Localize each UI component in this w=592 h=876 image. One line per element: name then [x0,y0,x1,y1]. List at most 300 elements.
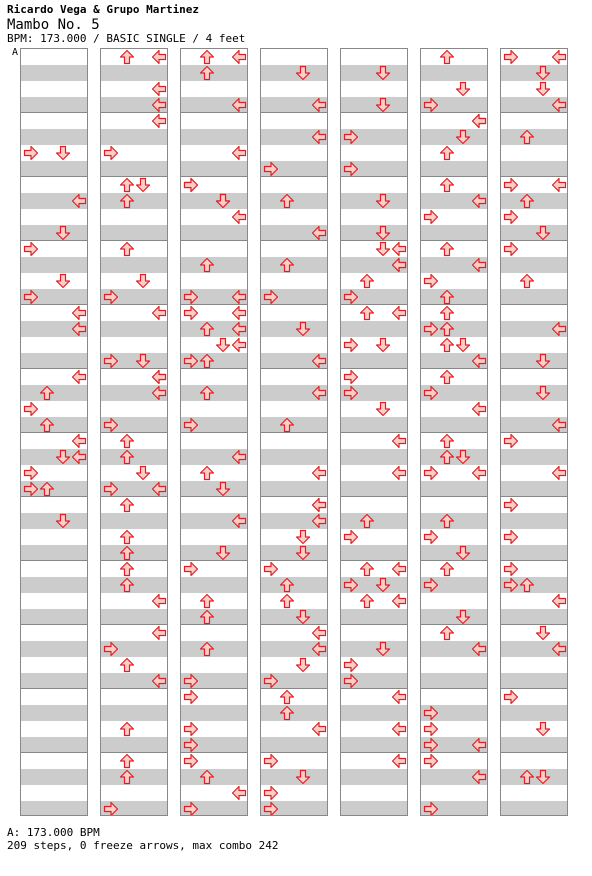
arrow-down-icon [119,545,135,561]
chart-column [420,48,488,816]
arrow-left-icon [103,641,119,657]
beat-band [421,417,487,433]
arrow-right-icon [231,97,247,113]
beat-band [261,609,327,625]
arrow-right-icon [311,129,327,145]
beat-band [21,129,87,145]
beat-band [421,161,487,177]
beat-band [421,129,487,145]
song-title: Mambo No. 5 [7,17,100,33]
arrow-left-icon [263,161,279,177]
arrow-up-icon [455,449,471,465]
arrow-right-icon [311,97,327,113]
beat-band [341,97,407,113]
beat-band [421,225,487,241]
beat-band [341,641,407,657]
arrow-right-icon [151,49,167,65]
arrow-down-icon [119,177,135,193]
arrow-right-icon [151,385,167,401]
arrow-left-icon [183,737,199,753]
arrow-left-icon [343,161,359,177]
arrow-up-icon [295,769,311,785]
beat-band [181,193,247,209]
beat-band [341,193,407,209]
arrow-down-icon [279,577,295,593]
arrow-left-icon [23,145,39,161]
arrow-down-icon [439,305,455,321]
arrow-down-icon [439,561,455,577]
arrow-left-icon [23,241,39,257]
arrow-left-icon [503,177,519,193]
arrow-up-icon [535,721,551,737]
arrow-up-icon [135,273,151,289]
arrow-up-icon [215,545,231,561]
measure-line [501,368,567,369]
arrow-up-icon [135,177,151,193]
arrow-up-icon [375,401,391,417]
arrow-up-icon [55,513,71,529]
arrow-up-icon [455,337,471,353]
arrow-down-icon [279,689,295,705]
arrow-left-icon [23,289,39,305]
arrow-left-icon [23,401,39,417]
arrow-left-icon [343,385,359,401]
arrow-down-icon [439,241,455,257]
arrow-down-icon [359,593,375,609]
measure-line [21,560,87,561]
arrow-left-icon [183,721,199,737]
arrow-up-icon [295,545,311,561]
arrow-down-icon [519,577,535,593]
arrow-left-icon [183,305,199,321]
beat-band [261,769,327,785]
beat-band [21,609,87,625]
beat-band [101,225,167,241]
arrow-up-icon [295,321,311,337]
arrow-right-icon [551,417,567,433]
arrow-right-icon [471,737,487,753]
beat-band [181,577,247,593]
chart-column [260,48,328,816]
arrow-up-icon [375,65,391,81]
arrow-right-icon [71,369,87,385]
arrow-up-icon [55,449,71,465]
arrow-down-icon [199,769,215,785]
beat-band [421,545,487,561]
chart-footer [7,826,279,852]
arrow-right-icon [231,785,247,801]
beat-band [341,481,407,497]
beat-band [101,609,167,625]
arrow-left-icon [343,337,359,353]
beat-band [21,353,87,369]
arrow-right-icon [391,305,407,321]
arrow-down-icon [439,433,455,449]
arrow-right-icon [231,337,247,353]
arrow-right-icon [551,177,567,193]
step-stats: 209 steps, 0 freeze arrows, max combo 242 [7,839,279,852]
arrow-right-icon [231,145,247,161]
arrow-right-icon [391,465,407,481]
arrow-right-icon [231,209,247,225]
measure-line [341,112,407,113]
beat-band [341,737,407,753]
arrow-right-icon [391,721,407,737]
beat-band [21,161,87,177]
arrow-up-icon [135,465,151,481]
chart-column [500,48,568,816]
chart-column [20,48,88,816]
beat-band [341,801,407,816]
beat-band [21,641,87,657]
beat-band [261,321,327,337]
arrow-right-icon [471,257,487,273]
arrow-up-icon [215,337,231,353]
arrow-right-icon [471,353,487,369]
beat-band [501,513,567,529]
beat-band [501,737,567,753]
arrow-left-icon [103,481,119,497]
arrow-down-icon [119,657,135,673]
arrow-right-icon [471,465,487,481]
arrow-left-icon [503,241,519,257]
arrow-down-icon [199,65,215,81]
arrow-left-icon [423,209,439,225]
beat-band [501,289,567,305]
arrow-down-icon [439,289,455,305]
arrow-left-icon [423,737,439,753]
beat-band [101,705,167,721]
arrow-down-icon [119,529,135,545]
beat-band [501,801,567,816]
beat-band [501,65,567,81]
beat-band [21,65,87,81]
arrow-left-icon [423,529,439,545]
arrow-down-icon [199,321,215,337]
arrow-right-icon [151,97,167,113]
arrow-down-icon [279,257,295,273]
arrow-left-icon [503,497,519,513]
arrow-right-icon [151,113,167,129]
measure-line [21,624,87,625]
arrow-left-icon [263,289,279,305]
arrow-down-icon [439,369,455,385]
arrow-up-icon [455,609,471,625]
beat-band [101,737,167,753]
arrow-down-icon [199,641,215,657]
beat-band [261,65,327,81]
beat-band [261,449,327,465]
arrow-down-icon [439,321,455,337]
arrow-left-icon [423,385,439,401]
arrow-left-icon [183,753,199,769]
arrow-down-icon [199,353,215,369]
beat-band [501,673,567,689]
arrow-left-icon [183,177,199,193]
beat-band [21,257,87,273]
arrow-left-icon [423,577,439,593]
arrow-right-icon [551,465,567,481]
arrow-right-icon [151,673,167,689]
arrow-right-icon [391,433,407,449]
arrow-left-icon [503,209,519,225]
arrow-up-icon [535,81,551,97]
beat-band [181,545,247,561]
arrow-down-icon [119,497,135,513]
beat-band [501,257,567,273]
bpm-summary: A: 173.000 BPM [7,826,100,839]
arrow-left-icon [183,673,199,689]
arrow-up-icon [375,577,391,593]
arrow-down-icon [359,305,375,321]
arrow-right-icon [391,689,407,705]
measure-line [181,240,247,241]
arrow-right-icon [311,625,327,641]
arrow-right-icon [231,449,247,465]
arrow-right-icon [311,225,327,241]
arrow-right-icon [151,481,167,497]
arrow-left-icon [423,705,439,721]
beat-band [21,673,87,689]
measure-line [421,496,487,497]
arrow-down-icon [279,705,295,721]
arrow-up-icon [455,81,471,97]
beat-band [261,737,327,753]
arrow-down-icon [119,561,135,577]
beat-band [421,609,487,625]
measure-line [341,624,407,625]
arrow-down-icon [439,625,455,641]
arrow-left-icon [423,721,439,737]
beat-band [101,161,167,177]
arrow-right-icon [311,721,327,737]
beat-band [101,257,167,273]
beat-band [261,481,327,497]
arrow-left-icon [503,529,519,545]
arrow-left-icon [103,801,119,816]
arrow-right-icon [391,257,407,273]
arrow-up-icon [375,641,391,657]
arrow-left-icon [343,129,359,145]
arrow-right-icon [71,305,87,321]
arrow-down-icon [119,193,135,209]
beat-band [501,705,567,721]
arrow-right-icon [391,753,407,769]
arrow-right-icon [551,97,567,113]
arrow-left-icon [183,801,199,816]
arrow-right-icon [71,449,87,465]
arrow-up-icon [295,529,311,545]
arrow-left-icon [263,561,279,577]
measure-line [181,496,247,497]
arrow-left-icon [103,289,119,305]
beat-band [501,161,567,177]
beat-band [501,225,567,241]
arrow-left-icon [103,417,119,433]
arrow-down-icon [279,593,295,609]
arrow-right-icon [71,433,87,449]
arrow-up-icon [375,241,391,257]
measure-line [421,688,487,689]
arrow-up-icon [135,353,151,369]
arrow-left-icon [503,433,519,449]
beat-band [341,321,407,337]
beat-band [501,609,567,625]
arrow-left-icon [423,273,439,289]
beat-band [341,353,407,369]
arrow-right-icon [231,49,247,65]
beat-band [501,481,567,497]
arrow-up-icon [455,129,471,145]
arrow-right-icon [231,321,247,337]
arrow-left-icon [343,289,359,305]
measure-line [341,496,407,497]
arrow-down-icon [39,385,55,401]
measure-line [21,752,87,753]
arrow-up-icon [55,145,71,161]
arrow-down-icon [39,481,55,497]
beat-band [341,449,407,465]
beat-band [101,513,167,529]
beat-band [501,385,567,401]
arrow-right-icon [231,513,247,529]
arrow-down-icon [199,609,215,625]
arrow-right-icon [551,641,567,657]
arrow-up-icon [215,481,231,497]
arrow-down-icon [359,273,375,289]
arrow-left-icon [343,673,359,689]
measure-line [501,752,567,753]
arrow-down-icon [119,721,135,737]
arrow-right-icon [391,593,407,609]
arrow-down-icon [439,513,455,529]
arrow-down-icon [439,337,455,353]
arrow-down-icon [119,49,135,65]
arrow-right-icon [311,641,327,657]
arrow-right-icon [231,289,247,305]
measure-line [501,624,567,625]
arrow-right-icon [471,193,487,209]
arrow-up-icon [535,225,551,241]
beat-band [21,577,87,593]
arrow-up-icon [375,193,391,209]
arrow-left-icon [183,289,199,305]
beat-band [341,769,407,785]
arrow-down-icon [119,449,135,465]
arrow-left-icon [423,465,439,481]
beat-band [21,801,87,816]
measure-line [21,688,87,689]
chart-column [100,48,168,816]
arrow-left-icon [423,97,439,113]
arrow-right-icon [551,593,567,609]
beat-band [181,129,247,145]
arrow-left-icon [263,785,279,801]
arrow-down-icon [119,433,135,449]
beat-band [341,65,407,81]
arrow-up-icon [455,545,471,561]
arrow-up-icon [535,385,551,401]
arrow-up-icon [295,657,311,673]
arrow-left-icon [343,577,359,593]
arrow-left-icon [103,353,119,369]
arrow-right-icon [471,641,487,657]
chart-column [180,48,248,816]
arrow-right-icon [471,113,487,129]
beat-band [421,673,487,689]
arrow-right-icon [311,513,327,529]
arrow-right-icon [311,497,327,513]
arrow-down-icon [279,193,295,209]
arrow-left-icon [503,689,519,705]
measure-line [501,304,567,305]
beat-band [181,705,247,721]
arrow-left-icon [263,801,279,816]
arrow-down-icon [199,49,215,65]
arrow-right-icon [311,385,327,401]
beat-band [21,705,87,721]
arrow-right-icon [391,561,407,577]
arrow-right-icon [71,193,87,209]
arrow-down-icon [279,417,295,433]
arrow-up-icon [55,273,71,289]
arrow-right-icon [151,625,167,641]
arrow-left-icon [343,657,359,673]
beat-band [421,481,487,497]
arrow-down-icon [519,193,535,209]
bpm-marker: A [12,47,19,58]
arrow-left-icon [263,753,279,769]
beat-band [101,321,167,337]
beat-band [341,705,407,721]
arrow-right-icon [551,49,567,65]
arrow-down-icon [119,753,135,769]
beat-band [181,481,247,497]
beat-band [21,545,87,561]
arrow-left-icon [343,529,359,545]
arrow-up-icon [375,97,391,113]
arrow-down-icon [199,593,215,609]
arrow-left-icon [423,801,439,816]
arrow-down-icon [439,449,455,465]
arrow-up-icon [215,193,231,209]
chart-column [340,48,408,816]
chart-header [7,3,245,45]
arrow-down-icon [39,417,55,433]
arrow-left-icon [23,481,39,497]
beat-band [21,225,87,241]
arrow-down-icon [359,561,375,577]
chart-info: BPM: 173.000 / BASIC SINGLE / 4 feet [7,32,246,45]
arrow-down-icon [439,177,455,193]
beat-band [501,545,567,561]
beat-band [101,65,167,81]
arrow-up-icon [375,225,391,241]
arrow-down-icon [359,513,375,529]
song-artist: Ricardo Vega & Grupo Martinez [7,3,200,16]
arrow-left-icon [423,321,439,337]
arrow-left-icon [103,145,119,161]
arrow-down-icon [199,465,215,481]
beat-band [341,417,407,433]
arrow-right-icon [151,81,167,97]
arrow-down-icon [519,129,535,145]
measure-line [21,176,87,177]
arrow-down-icon [439,49,455,65]
beat-band [101,129,167,145]
arrow-right-icon [151,305,167,321]
arrow-down-icon [119,769,135,785]
